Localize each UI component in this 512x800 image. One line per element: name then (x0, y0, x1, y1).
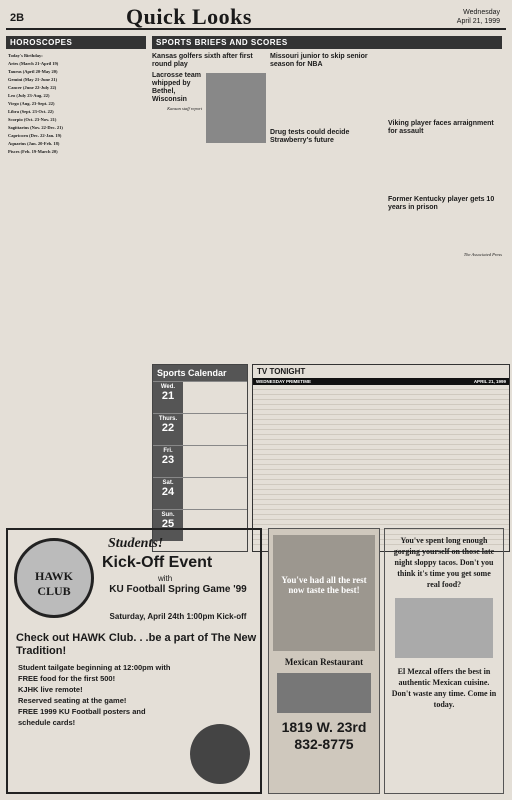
restaurant-address: 1819 W. 23rd (281, 719, 367, 735)
calendar-day (153, 382, 183, 413)
calendar-row (153, 477, 247, 509)
calendar-day (153, 414, 183, 445)
article-headline: Lacrosse team whipped by Bethel, Wisconsin (152, 72, 202, 103)
hawk-club-logo: HAWK CLUB (14, 538, 94, 618)
sports-column-1 (152, 50, 266, 145)
article-credit: The Associated Press (463, 252, 502, 257)
sign-heading: Taurus (April 20-May 20) (8, 69, 58, 74)
tv-bar-left: WEDNESDAY PRIMETIME (256, 379, 312, 384)
masthead (6, 4, 506, 30)
article-headline: Former Kentucky player gets 10 years in prison (388, 196, 495, 211)
calendar-row (153, 413, 247, 445)
sign-heading: Libra (Sept. 23-Oct. 22) (8, 109, 54, 114)
ad-text: El Mezcal offers the best in authentic Mexican cuisine. Don't waste any time. Come in today. (391, 667, 497, 709)
el-mezcal-ad (384, 528, 504, 794)
ad-line: Check out HAWK Club. . .be a part of The New Tradition! (16, 632, 257, 657)
ad-line: Saturday, April 24th 1:00pm Kick-off (109, 612, 247, 621)
day-name: Wed. (160, 384, 176, 390)
ad-line: with (158, 574, 173, 583)
day-number: 25 (161, 518, 175, 530)
restaurant-photo (277, 673, 371, 713)
sign-heading: Capricorn (Dec. 22-Jan. 19) (8, 133, 62, 138)
ad-line: Students! (108, 536, 164, 551)
ad-line: KU Football Spring Game '99 (109, 584, 247, 595)
day-number: 23 (161, 454, 175, 466)
sign-heading: Virgo (Aug. 23-Sept. 22) (8, 101, 55, 106)
restaurant-phone: 832-8775 (294, 736, 354, 752)
birthday-heading: Today's Birthday: (8, 53, 43, 58)
sign-heading: Pisces (Feb. 19-March 20) (8, 149, 58, 154)
tv-header-bar (253, 378, 509, 385)
horoscopes-title: HOROSCOPES (6, 36, 146, 49)
sign-heading: Cancer (June 22-July 22) (8, 85, 57, 90)
day-number: 24 (161, 486, 175, 498)
horoscopes (6, 36, 146, 157)
ad-text: You've spent long enough gorging yourself on those late night sloppy tacos. Don't you think it's time you get some real food? (393, 536, 495, 589)
restaurant-name: Mexican Restaurant (284, 657, 364, 667)
golfer-photo (206, 73, 266, 143)
sports-title: SPORTS BRIEFS AND SCORES (152, 36, 502, 49)
bullet-item: Reserved seating at the game! (18, 696, 127, 705)
calendar-day (153, 446, 183, 477)
sign-heading: Gemini (May 21-June 21) (8, 77, 58, 82)
ad-bullets (18, 662, 178, 728)
article-credit: Kansan staff report (167, 106, 202, 111)
calendar-day (153, 478, 183, 509)
bullet-item: KJHK live remote! (18, 685, 83, 694)
sign-heading: Leo (July 23-Aug. 22) (8, 93, 50, 98)
hawk-club-ad (6, 528, 262, 794)
dateline-day: Wednesday (463, 9, 500, 16)
sign-heading: Sagittarius (Nov. 22-Dec. 21) (8, 125, 63, 130)
sign-heading: Aquarius (Jan. 20-Feb. 18) (8, 141, 60, 146)
sports-calendar (152, 364, 248, 552)
page-number: 2B (10, 12, 25, 24)
dateline-date: April 21, 1999 (456, 18, 500, 25)
ad-banner: You've had all the rest now taste the best! (273, 535, 375, 651)
day-name: Thurs. (158, 416, 178, 422)
article-headline: Drug tests could decide Strawberry's future (270, 129, 350, 144)
tv-listings-grid (253, 385, 509, 545)
day-name: Fri. (163, 448, 173, 454)
sports-briefs (152, 36, 502, 257)
sports-column-3 (388, 50, 502, 258)
ad-line: Kick-Off Event (102, 554, 213, 571)
day-name: Sat. (162, 480, 174, 486)
dateline (457, 8, 500, 26)
article-headline: Viking player faces arraignment for assault (388, 120, 494, 135)
article-headline: Kansas golfers sixth after first round play (152, 53, 253, 68)
tv-tonight (252, 364, 510, 552)
mexican-restaurant-ad (268, 528, 380, 794)
calendar-row (153, 381, 247, 413)
sign-heading: Aries (March 21-April 19) (8, 61, 59, 66)
section-title: Quick Looks (126, 4, 252, 29)
bullet-item: FREE 1999 KU Football posters and schedule cards! (18, 707, 146, 727)
article-headline: Missouri junior to skip senior season for NBA (270, 53, 368, 68)
calendar-row (153, 445, 247, 477)
bullet-item: Student tailgate beginning at 12:00pm with FREE food for the first 500! (18, 663, 171, 683)
tv-bar-right: APRIL 21, 1999 (473, 379, 506, 384)
calendar-title: Sports Calendar (153, 365, 247, 381)
day-name: Sun. (161, 512, 175, 518)
horoscopes-body (6, 49, 146, 157)
sign-heading: Scorpio (Oct. 23-Nov. 21) (8, 117, 57, 122)
sports-column-2 (270, 50, 384, 147)
day-number: 21 (161, 390, 175, 402)
day-number: 22 (161, 422, 175, 434)
food-photo (395, 598, 493, 658)
hawk-emblem (190, 724, 250, 784)
tv-title: TV TONIGHT (257, 367, 306, 376)
